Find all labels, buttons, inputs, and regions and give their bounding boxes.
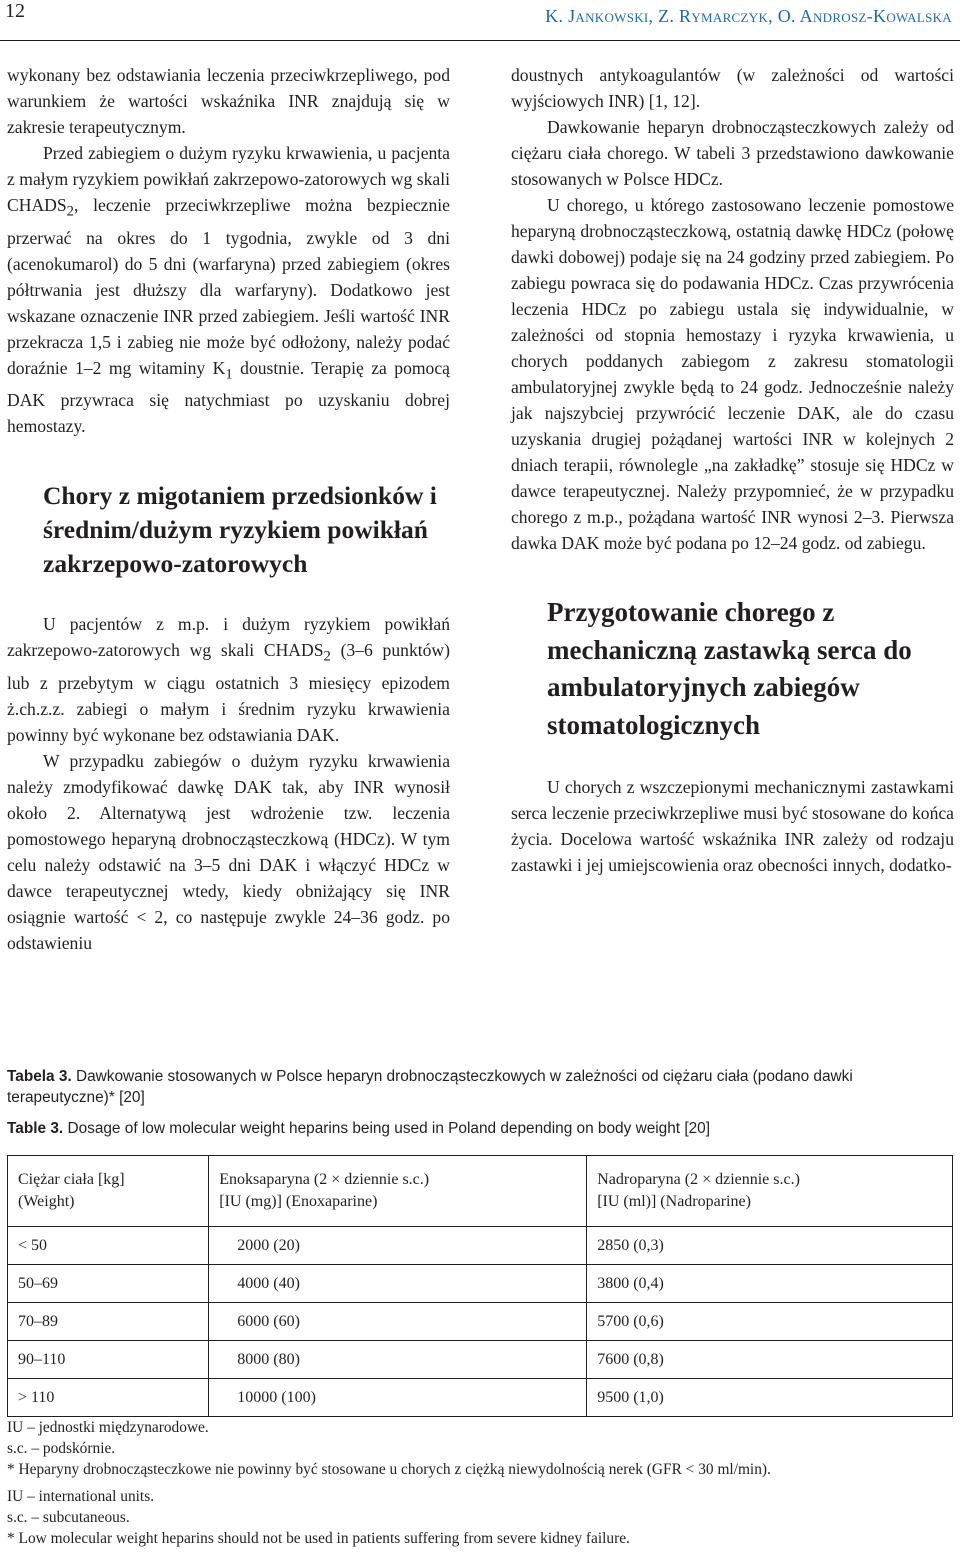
caption-english: Table 3. Dosage of low molecular weight heparins being used in Poland depending on body weight [20] — [7, 1120, 711, 1137]
dosage-table — [7, 1155, 953, 1417]
footnote: * Low molecular weight heparins should not be used in patients suffering from severe kidney failure. — [7, 1530, 630, 1547]
header-enoxaparine: Enoksaparyna (2 × dziennie s.c.) [IU (mg)] (Enoxaparine) — [209, 1156, 587, 1227]
cell-enoxaparine: 8000 (80) — [209, 1341, 587, 1379]
paragraph: W przypadku zabiegów o dużym ryzyku krwawienia należy zmodyfikować dawkę DAK tak, aby INR wynosił około 2. Alternatywą jest wdrożenie tzw. leczenia pomostowego heparyną drobnocząsteczkową (HDCz). W tym celu należy odstawić na 3–5 dni DAK i włączyć HDCz w dawce terapeutycznej wtedy, kiedy obniżający się INR osiągnie wartość < 2, co następuje zwykle 24–36 godz. po odstawieniu — [7, 750, 450, 953]
header-weight: Ciężar ciała [kg] (Weight) — [8, 1156, 209, 1227]
paragraph: U chorych z wszczepionymi mechanicznymi zastawkami serca leczenie przeciwkrzepliwe musi być stosowane do końca życia. Docelowa wartość wskaźnika INR zależy od rodzaju zastawki i jej umiejscowienia oraz obecności innych, dodatko- — [511, 777, 954, 875]
cell-enoxaparine: 2000 (20) — [209, 1227, 587, 1265]
page-header — [0, 0, 960, 41]
table-row — [8, 1341, 953, 1379]
table-header-row — [8, 1156, 953, 1227]
header-nadroparine: Nadroparyna (2 × dziennie s.c.) [IU (ml)] (Nadroparine) — [587, 1156, 953, 1227]
footnote: IU – jednostki międzynarodowe. — [7, 1419, 209, 1436]
footnote: * Heparyny drobnocząsteczkowe nie powinny być stosowane u chorych z ciężką niewydolnością nerek (GFR < 30 ml/min). — [7, 1461, 771, 1478]
page-number: 12 — [5, 0, 25, 22]
running-head-authors: K. Jankowski, Z. Rymarczyk, O. Androsz-Kowalska — [545, 6, 952, 26]
table-caption — [7, 1066, 953, 1149]
left-column — [7, 62, 450, 956]
paragraph: U pacjentów z m.p. i dużym ryzykiem powikłań zakrzepowo-zatorowych wg skali $CHADS_2$ (3–6 punktów) lub z przebytym w ciągu ostatnich 3 miesięcy epizodem ż.ch.z.z. zabiegi o małym i średnim ryzyku krwawienia powinny być wykonane bez odstawiania DAK. — [7, 614, 450, 745]
section-heading: Przygotowanie chorego z mechaniczną zastawką serca do ambulatoryjnych zabiegów stomatologicznych — [547, 597, 912, 740]
section-heading: Chory z migotaniem przedsionków i średnim/dużym ryzykiem powikłań zakrzepowo-zatorowych — [43, 481, 437, 579]
paragraph: doustnych antykoagulantów (w zależności od wartości wyjściowych INR) [1, 12]. — [511, 65, 954, 111]
cell-weight: < 50 — [8, 1227, 209, 1265]
cell-nadroparine: 2850 (0,3) — [587, 1227, 953, 1265]
cell-enoxaparine: 4000 (40) — [209, 1265, 587, 1303]
cell-enoxaparine: 10000 (100) — [209, 1379, 587, 1417]
paragraph: U chorego, u którego zastosowano leczenie pomostowe heparyną drobnocząsteczkową, ostatnią dawkę HDCz (połowę dawki dobowej) podaje się na 24 godziny przed zabiegiem. Po zabiegu powraca się do podawania HDCz. Czas przywrócenia leczenia HDCz po zabiegu ustala się indywidualnie, w zależności od stopnia hemostazy i ryzyka krwawienia, u chorych poddanych zabiegom z zakresu stomatologii ambulatoryjnej zwykle będą to 24 godz. Jednocześnie należy jak najszybciej przywrócić leczenie DAK, ale do czasu uzyskania drugiej pożądanej wartości INR w kolejnych 2 dniach terapii, równolegle „na zakładkę” stosuje się HDCz w dawce terapeutycznej. Należy przypomnieć, że w przypadku chorego z m.p., pożądana wartość INR wynosi 2–3. Pierwsza dawka DAK może być podana po 12–24 godz. od zabiegu. — [511, 195, 954, 553]
cell-nadroparine: 5700 (0,6) — [587, 1303, 953, 1341]
cell-weight: > 110 — [8, 1379, 209, 1417]
cell-weight: 50–69 — [8, 1265, 209, 1303]
table-footnotes — [7, 1417, 953, 1549]
cell-nadroparine: 7600 (0,8) — [587, 1341, 953, 1379]
cell-nadroparine: 3800 (0,4) — [587, 1265, 953, 1303]
footnote: s.c. – podskórnie. — [7, 1440, 116, 1457]
table-row — [8, 1265, 953, 1303]
footnote: s.c. – subcutaneous. — [7, 1509, 130, 1526]
table-row — [8, 1303, 953, 1341]
caption-polish: Tabela 3. Dawkowanie stosowanych w Polsce heparyn drobnocząsteczkowych w zależności od ciężaru ciała (podano dawki terapeutyczne)* [20] — [7, 1068, 853, 1106]
cell-weight: 70–89 — [8, 1303, 209, 1341]
footnote: IU – international units. — [7, 1488, 155, 1505]
table-row — [8, 1227, 953, 1265]
paragraph: Przed zabiegiem o dużym ryzyku krwawienia, u pacjenta z małym ryzykiem powikłań zakrzepowo-zatorowych wg skali $CHADS_2$, leczenie przeciwkrzepliwe można bezpiecznie przerwać na okres do 1 tygodnia, zwykle od 3 dni (acenokumarol) do 5 dni (warfaryna) przed zabiegiem (okres półtrwania jest dłuższy dla warfaryny). Dodatkowo jest wskazane oznaczenie INR przed zabiegiem. Jeśli wartość INR przekracza 1,5 i zabieg nie może być odłożony, należy podać doraźnie 1–2 mg witaminy $K_1$ doustnie. Terapię za pomocą DAK przywraca się natychmiast po uzyskaniu dobrej hemostazy. — [7, 143, 450, 437]
right-column — [511, 62, 954, 878]
table-row — [8, 1379, 953, 1417]
cell-weight: 90–110 — [8, 1341, 209, 1379]
cell-nadroparine: 9500 (1,0) — [587, 1379, 953, 1417]
paragraph: Dawkowanie heparyn drobnocząsteczkowych zależy od ciężaru ciała chorego. W tabeli 3 przedstawiono dawkowanie stosowanych w Polsce HDCz. — [511, 117, 954, 189]
cell-enoxaparine: 6000 (60) — [209, 1303, 587, 1341]
paragraph: wykonany bez odstawiania leczenia przeciwkrzepliwego, pod warunkiem że wartości wskaźnika INR znajdują się w zakresie terapeutycznym. — [7, 65, 450, 137]
